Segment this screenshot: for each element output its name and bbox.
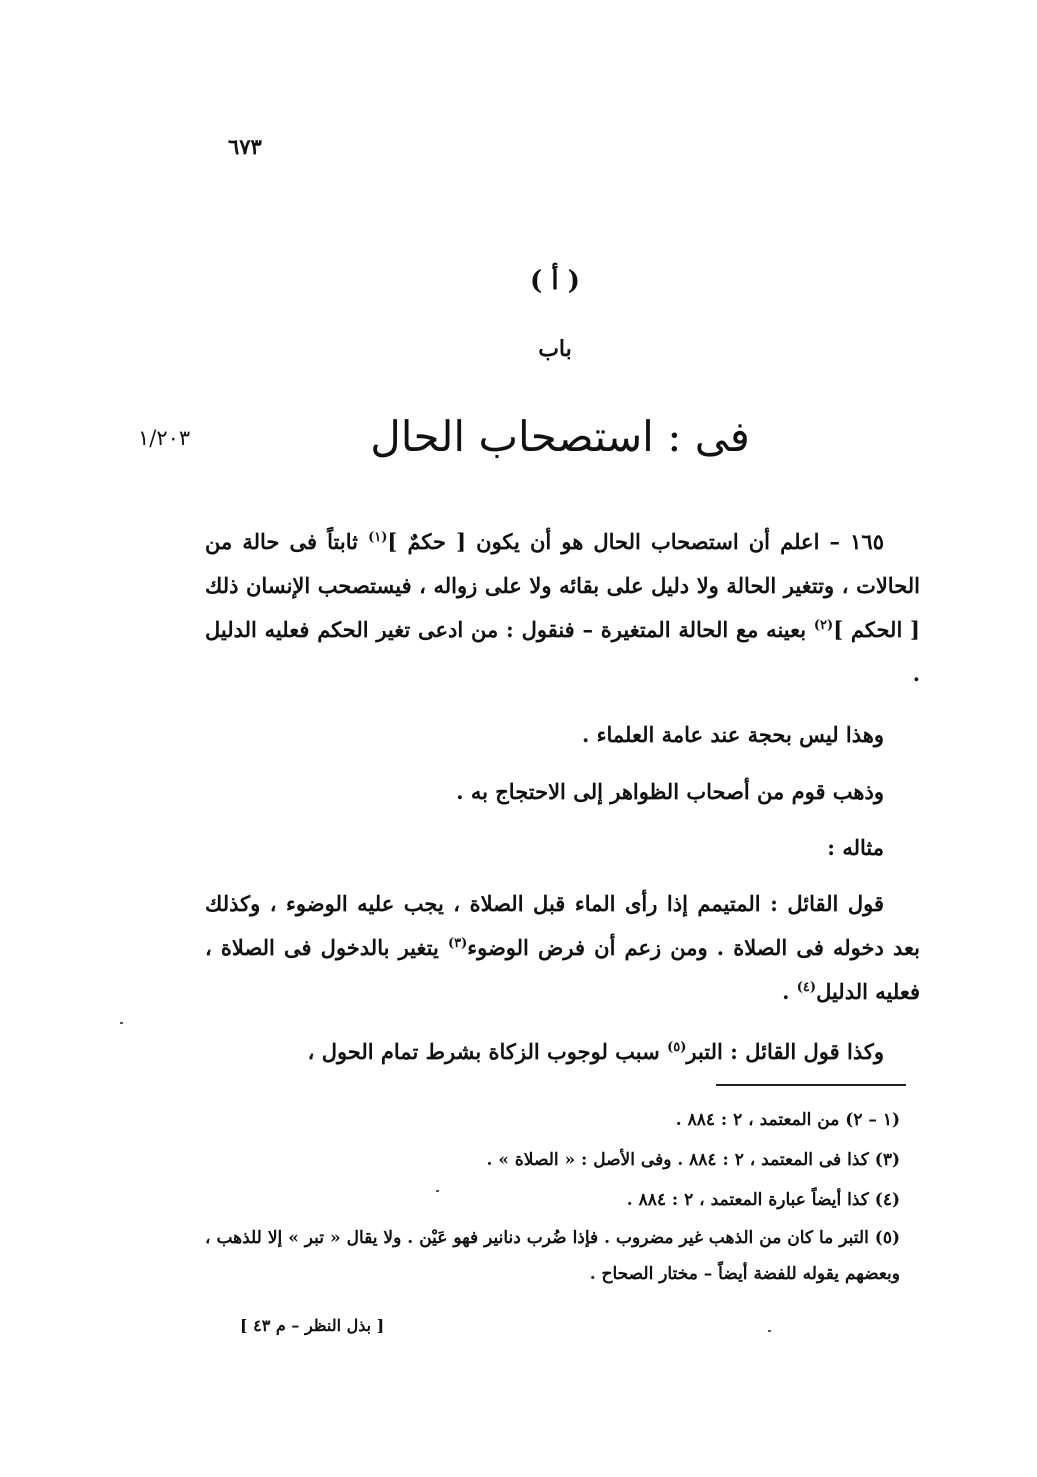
- scan-speck: [120, 1022, 123, 1024]
- footnote-ref-3: (٣): [447, 936, 468, 951]
- margin-reference: ١/٢٠٣: [138, 426, 191, 450]
- paragraph-text: مثاله :: [827, 835, 884, 860]
- paragraph-tayammum: [205, 882, 920, 1014]
- footnote-3: (٣) كذا فى المعتمد ، ٢ : ٨٨٤ . وفى الأصل : « الصلاة » .: [486, 1150, 900, 1170]
- paragraph-text: بعينه مع الحالة المتغيرة – فنقول : من ادعى تغير الحكم فعليه الدليل .: [205, 617, 920, 686]
- section-letter: ( أ ): [530, 266, 580, 296]
- paragraph-text: ١٦٥ – اعلم أن استصحاب الحال هو أن يكون [ حكمٌ ]: [387, 529, 884, 554]
- scan-speck: [436, 1190, 439, 1192]
- page-number: ٦٧٣: [228, 134, 262, 159]
- chapter-word: باب: [538, 336, 572, 362]
- footnote-ref-5: (٥): [667, 1040, 687, 1055]
- paragraph-text: .: [782, 979, 797, 1004]
- paragraph-zahiris: [205, 770, 920, 814]
- paragraph-text: يتغير بالدخول فى الصلاة ، فعليه الدليل: [205, 935, 920, 1004]
- signature-mark: [ بذل النظر – م ٤٣ ]: [240, 1316, 385, 1335]
- paragraph-tibr: [205, 1030, 920, 1074]
- paragraph-text: وكذا قول القائل : التبر: [686, 1039, 884, 1064]
- footnote-divider: [716, 1084, 906, 1086]
- paragraph-text: وذهب قوم من أصحاب الظواهر إلى الاحتجاج به .: [456, 779, 884, 804]
- footnote-ref-4: (٤): [796, 980, 817, 995]
- paragraph-text: قول القائل : المتيمم إذا رأى الماء قبل الصلاة ، يجب عليه الوضوء ، وكذلك بعد دخوله فى الصلاة . ومن زعم أن فرض الوضوء: [205, 891, 920, 960]
- footnote-4: (٤) كذا أيضاً عبارة المعتمد ، ٢ : ٨٨٤ .: [626, 1190, 900, 1210]
- paragraph-not-proof: [205, 713, 920, 757]
- chapter-title: فى : استصحاب الحال: [370, 412, 750, 461]
- footnote-ref-2: (٢): [813, 618, 834, 633]
- paragraph-text: ثابتاً فى حالة من الحالات ، وتتغير الحالة ولا دليل على بقائه ولا على زواله ، فيستصحب الإنسان ذلك [ الحكم ]: [205, 529, 920, 642]
- paragraph-text: سبب لوجوب الزكاة بشرط تمام الحول ،: [307, 1039, 668, 1064]
- paragraph-text: وهذا ليس بحجة عند عامة العلماء .: [581, 722, 884, 747]
- footnote-5: (٥) التبر ما كان من الذهب غير مضروب . فإذا ضُرب دنانير فهو عَيْن . ولا يقال « تبر » إلا للذهب ، وبعضهم يقوله للفضة أيضاً – مختار الصحاح .: [205, 1228, 900, 1284]
- footnote-ref-1: (١): [368, 530, 388, 545]
- footnotes: [205, 1100, 920, 1292]
- paragraph-example-heading: [205, 826, 920, 870]
- footnote-1-2: (١ – ٢) من المعتمد ، ٢ : ٨٨٤ .: [675, 1110, 900, 1130]
- paragraph-165: [205, 520, 920, 696]
- scan-speck: [768, 1330, 771, 1332]
